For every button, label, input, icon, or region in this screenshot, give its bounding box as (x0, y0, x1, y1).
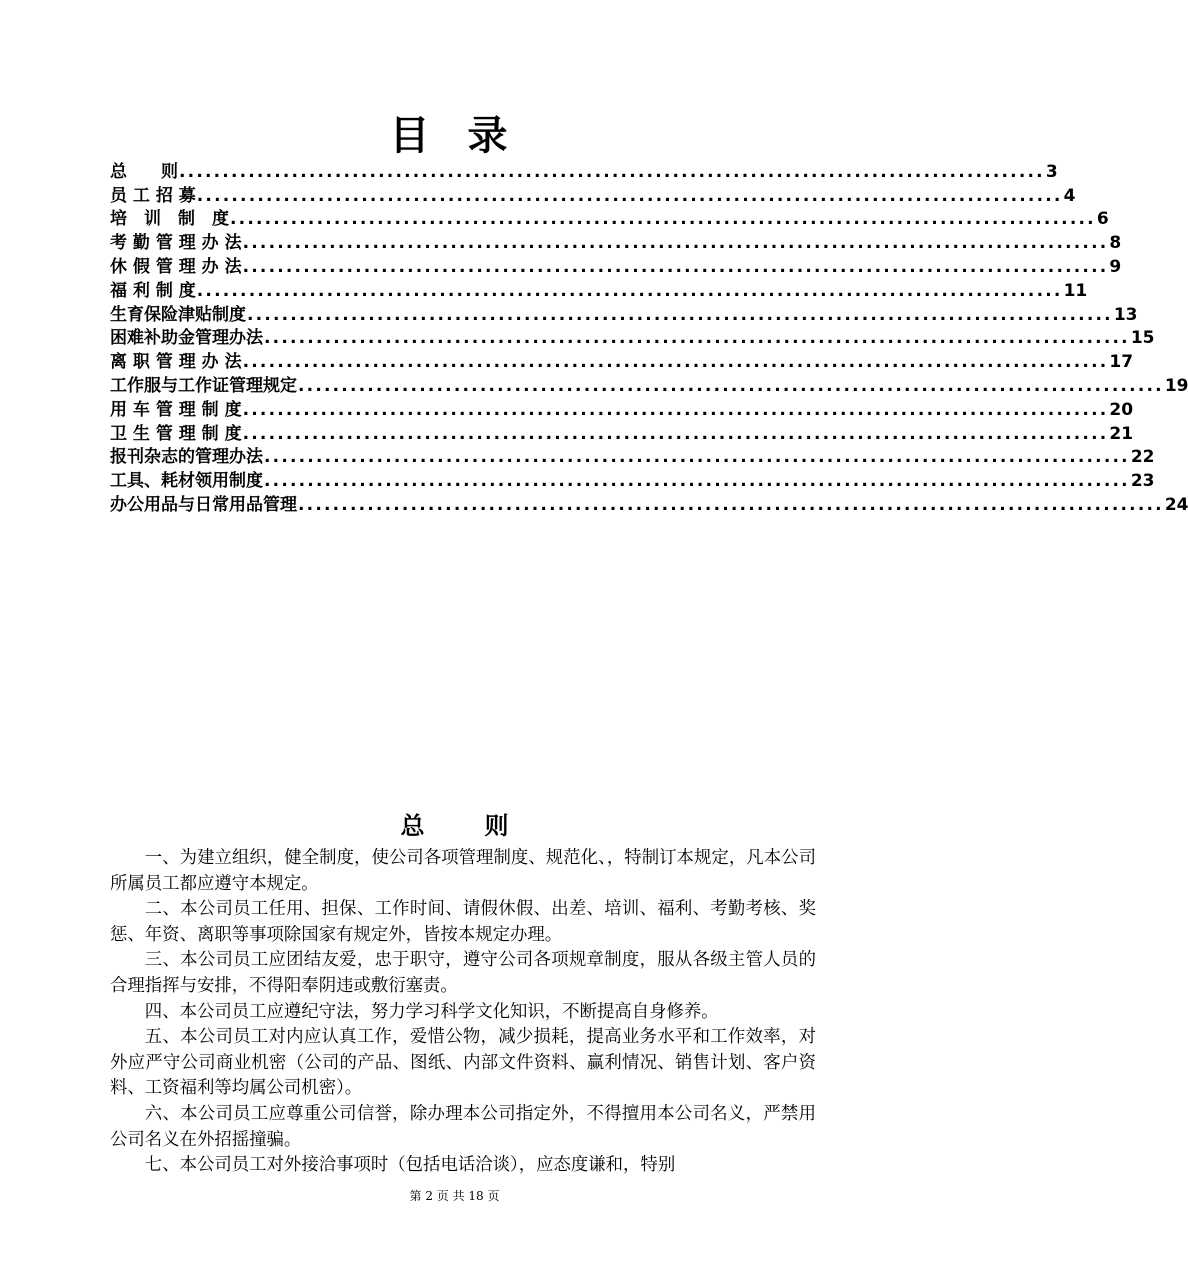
toc-entry-label: 办公用品与日常用品管理 (110, 494, 297, 515)
paragraph: 四、本公司员工应遵纪守法，努力学习科学文化知识，不断提高自身修养。 (144, 1001, 719, 1022)
toc-leader-dots: .................................................................................................... (298, 494, 1164, 515)
paragraph: 二、本公司员工任用、担保、工作时间、请假休假、出差、培训、福利、考勤考核、奖惩、年资、离职等事项除国家有规定外，皆按本规定办理。 (110, 899, 816, 945)
page-footer: 第 2 页 共 18 页 (409, 1189, 500, 1203)
toc-entry[interactable] (110, 467, 1155, 492)
toc-entry-page: 15 (1130, 328, 1155, 349)
toc-entry-label: 工作服与工作证管理规定 (110, 375, 297, 396)
toc-entry[interactable] (110, 325, 1155, 349)
paragraph: 一、为建立组织，健全制度，使公司各项管理制度、规范化、，特制订本规定，凡本公司所属员工都应遵守本规定。 (110, 848, 816, 894)
toc-leader-dots: .................................................................................................... (247, 304, 1113, 325)
toc-entry[interactable] (110, 372, 1188, 396)
toc-title: 目 录 (389, 113, 520, 159)
toc-entry-page: 24 (1164, 494, 1188, 515)
toc-entry[interactable] (110, 229, 1122, 254)
toc-entry-page: 23 (1130, 471, 1155, 492)
table-of-contents (110, 158, 1188, 515)
toc-leader-dots: .................................................................................................... (179, 161, 1045, 182)
toc-entry[interactable] (110, 158, 1058, 182)
toc-leader-dots: .................................................................................................... (242, 352, 1109, 373)
toc-entry-label: 考 勤 管 理 办 法 (110, 233, 242, 254)
paragraph: 三、本公司员工应团结友爱，忠于职守，遵守公司各项规章制度，服从各级主管人员的合理指挥与安排，不得阳奉阴违或敷衍塞责。 (110, 950, 816, 996)
toc-entry-page: 13 (1113, 304, 1138, 325)
paragraph: 六、本公司员工应尊重公司信誉，除办理本公司指定外，不得擅用本公司名义，严禁用公司名义在外招摇撞骗。 (110, 1103, 816, 1150)
toc-leader-dots: .................................................................................................... (298, 375, 1164, 396)
toc-entry[interactable] (110, 444, 1155, 468)
toc-entry[interactable] (110, 396, 1134, 420)
toc-entry-page: 21 (1109, 423, 1134, 444)
toc-entry-page: 19 (1164, 375, 1188, 396)
toc-leader-dots: .................................................................................................... (242, 233, 1109, 254)
toc-entry-page: 4 (1063, 185, 1076, 206)
toc-entry-label: 总 则 (110, 161, 178, 182)
toc-entry[interactable] (110, 182, 1076, 206)
toc-leader-dots: .................................................................................................... (196, 185, 1063, 206)
toc-entry[interactable] (110, 420, 1134, 444)
toc-entry[interactable] (110, 348, 1134, 373)
toc-leader-dots: .................................................................................................... (264, 447, 1130, 468)
toc-entry-page: 17 (1109, 352, 1134, 373)
toc-entry-page: 22 (1130, 447, 1155, 468)
toc-leader-dots: .................................................................................................... (230, 209, 1096, 230)
toc-entry-label: 卫 生 管 理 制 度 (110, 423, 242, 444)
toc-entry[interactable] (110, 206, 1109, 230)
toc-entry-label: 困难补助金管理办法 (110, 328, 263, 349)
toc-entry-label: 报刊杂志的管理办法 (110, 447, 263, 468)
section-body (110, 846, 816, 1179)
toc-entry[interactable] (110, 301, 1138, 325)
toc-entry-label: 培 训 制 度 (110, 209, 229, 230)
toc-entry-page: 9 (1109, 256, 1122, 277)
toc-entry-page: 6 (1096, 209, 1109, 230)
section-title: 总则 (400, 812, 569, 840)
toc-entry-page: 8 (1109, 233, 1122, 254)
paragraph: 五、本公司员工对内应认真工作，爱惜公物，减少损耗，提高业务水平和工作效率，对外应严守公司商业机密（公司的产品、图纸、内部文件资料、赢利情况、销售计划、客户资料、工资福利等均属公司机密）。 (110, 1027, 816, 1099)
toc-entry-page: 11 (1063, 280, 1088, 301)
toc-entry[interactable] (110, 277, 1088, 301)
toc-entry-label: 生育保险津贴制度 (110, 304, 246, 325)
toc-entry[interactable] (110, 491, 1188, 515)
toc-entry-page: 20 (1109, 399, 1134, 420)
toc-entry-label: 休 假 管 理 办 法 (110, 256, 242, 277)
toc-leader-dots: .................................................................................................... (242, 423, 1109, 444)
toc-entry-label: 福 利 制 度 (110, 280, 196, 301)
toc-entry[interactable] (110, 253, 1122, 277)
toc-entry-label: 离 职 管 理 办 法 (110, 352, 242, 373)
toc-entry-page: 3 (1045, 161, 1058, 182)
paragraph: 七、本公司员工对外接洽事项时（包括电话洽谈），应态度谦和，特别 (144, 1155, 676, 1176)
toc-entry-label: 用 车 管 理 制 度 (110, 399, 242, 420)
toc-leader-dots: .................................................................................................... (196, 280, 1063, 301)
toc-entry-label: 员 工 招 募 (110, 185, 196, 206)
toc-leader-dots: .................................................................................................... (264, 328, 1130, 349)
toc-leader-dots: .................................................................................................... (242, 399, 1109, 420)
toc-entry-label: 工具、耗材领用制度 (110, 471, 263, 492)
toc-leader-dots: .................................................................................................... (264, 471, 1130, 492)
toc-leader-dots: .................................................................................................... (242, 256, 1109, 277)
